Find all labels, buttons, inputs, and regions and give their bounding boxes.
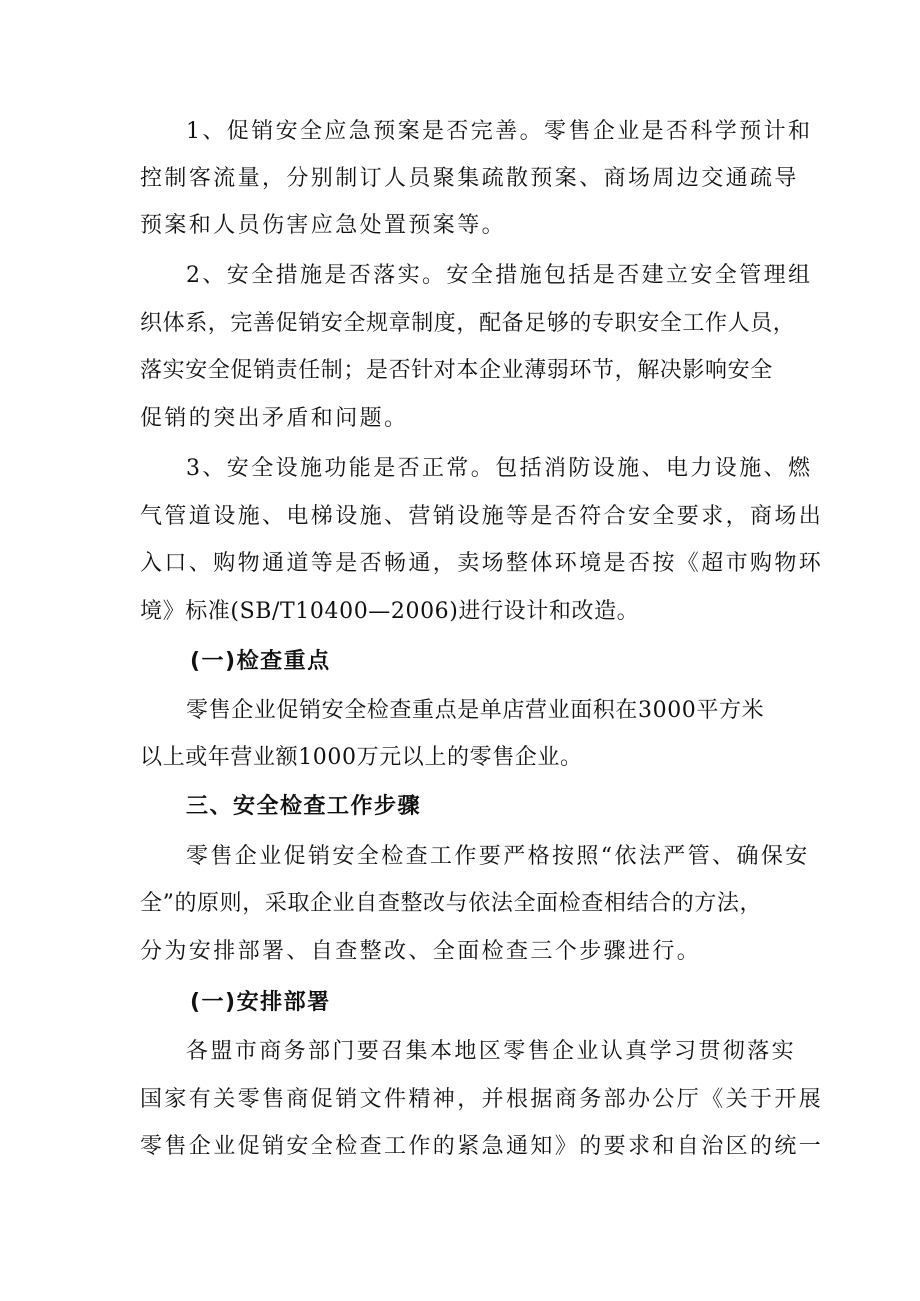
section-heading-arrangement: (一)安排部署 bbox=[190, 990, 331, 1015]
paragraph-5-line-1: 零售企业促销安全检查工作要严格按照“依法严管、确保安 bbox=[186, 844, 810, 869]
paragraph-2-line-2: 织体系，完善促销安全规章制度，配备足够的专职安全工作人员， bbox=[140, 311, 796, 336]
paragraph-4-line-2: 以上或年营业额1000万元以上的零售企业。 bbox=[140, 745, 583, 770]
paragraph-2-line-4: 促销的突出矛盾和问题。 bbox=[140, 406, 409, 431]
paragraph-3-line-2: 气管道设施、电梯设施、营销设施等是否符合安全要求，商场出 bbox=[140, 504, 824, 529]
paragraph-3-line-4: 境》标准(SB/T10400—2006)进行设计和改造。 bbox=[140, 599, 640, 624]
paragraph-6-line-3: 零售企业促销安全检查工作的紧急通知》的要求和自治区的统一 bbox=[140, 1134, 824, 1159]
paragraph-6-line-2: 国家有关零售商促销文件精神，并根据商务部办公厅《关于开展 bbox=[140, 1087, 824, 1112]
paragraph-4-line-1: 零售企业促销安全检查重点是单店营业面积在3000平方米 bbox=[186, 698, 765, 723]
paragraph-3-line-3: 入口、购物通道等是否畅通，卖场整体环境是否按《超市购物环 bbox=[140, 551, 824, 576]
paragraph-1-line-3: 预案和人员伤害应急处置预案等。 bbox=[140, 213, 507, 238]
paragraph-5-line-2: 全”的原则，采取企业自查整改与依法全面检查相结合的方法， bbox=[140, 891, 763, 916]
section-heading-inspection-focus: (一)检查重点 bbox=[190, 649, 331, 674]
paragraph-3-line-1: 3、安全设施功能是否正常。包括消防设施、电力设施、燃 bbox=[186, 456, 813, 481]
section-heading-inspection-steps: 三、安全检查工作步骤 bbox=[186, 794, 422, 819]
paragraph-1-line-1: 1、促销安全应急预案是否完善。零售企业是否科学预计和 bbox=[186, 119, 813, 144]
paragraph-2-line-3: 落实安全促销责任制；是否针对本企业薄弱环节，解决影响安全 bbox=[140, 358, 773, 383]
paragraph-1-line-2: 控制客流量，分别制订人员聚集疏散预案、商场周边交通疏导 bbox=[140, 166, 799, 191]
paragraph-5-line-3: 分为安排部署、自查整改、全面检查三个步骤进行。 bbox=[140, 939, 702, 964]
paragraph-6-line-1: 各盟市商务部门要召集本地区零售企业认真学习贯彻落实 bbox=[186, 1039, 797, 1064]
paragraph-2-line-1: 2、安全措施是否落实。安全措施包括是否建立安全管理组 bbox=[186, 263, 813, 288]
